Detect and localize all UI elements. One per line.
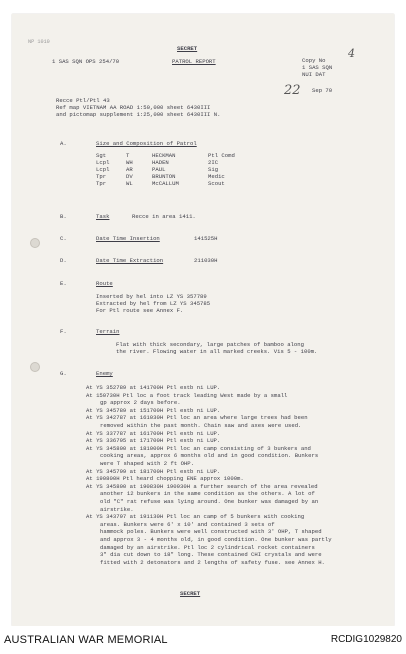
classification-footer: SECRET <box>180 590 201 597</box>
section-c-text: 141525H <box>194 235 218 242</box>
enemy-line: another 12 bunkers in the same condition as the others. A lot of <box>100 490 315 498</box>
composition-init: WH <box>126 159 133 166</box>
composition-role: Medic <box>208 173 225 180</box>
section-b-text: Recce in area 1411. <box>132 213 196 220</box>
enemy-line: airstrike. <box>100 505 134 513</box>
section-a-title: Size and Composition of Patrol <box>96 140 197 147</box>
ref-map-line-2: and pictomap supplement 1:25,000 sheet 6430III N. <box>56 111 221 118</box>
composition-role: 2IC <box>208 159 219 166</box>
enemy-line: were T shaped with 2 ft OHP. <box>100 460 194 467</box>
enemy-line: removed within the past month. Chain saw and axes were used. <box>100 422 302 429</box>
enemy-line: At YS 336795 at 171700H Ptl estb ni LUP. <box>86 437 221 445</box>
section-f-letter: F. <box>60 328 67 335</box>
enemy-line: At YS 352789 at 141700H Ptl estb ni LUP. <box>86 384 221 391</box>
location-right: NUI DAT <box>302 71 326 78</box>
section-c-title: Date Time Insertion <box>96 235 160 242</box>
section-g-title: Enemy <box>96 370 113 377</box>
composition-rank: Tpr <box>96 173 107 180</box>
route-line: Inserted by hel into LZ YS 357789 <box>96 293 207 300</box>
composition-name: McCALLUM <box>152 180 179 187</box>
section-d-letter: D. <box>60 257 67 264</box>
composition-role: Ptl Comd <box>208 152 235 159</box>
route-line: Extracted by hel from LZ YS 345785 <box>96 300 211 307</box>
enemy-line: old "C" rat refuse was lying around. One bunker was damaged by an <box>100 498 319 505</box>
composition-init: T <box>126 152 130 159</box>
enemy-line: At 150730H Ptl loc a foot track leading West made by a small <box>86 391 288 399</box>
archive-id: RCDIG1029820 <box>330 634 402 645</box>
composition-name: PAUL <box>152 166 166 173</box>
section-d-text: 211030H <box>194 257 218 264</box>
enemy-line: At YS 345800 at 190830H 190930H a further search of the area revealed <box>86 482 318 490</box>
punch-hole <box>30 238 40 248</box>
classification-header: SECRET <box>177 45 198 52</box>
composition-role: Scout <box>208 180 225 187</box>
enemy-line: areas. Bunkers were 6' x 10' and contained 3 sets of <box>100 520 275 528</box>
enemy-line: hammock poles. Bunkers were well constructed with 3' OHP, T shaped <box>100 528 322 536</box>
top-left-mark: NP 1010 <box>28 39 50 45</box>
composition-rank: Lcpl <box>96 159 110 166</box>
section-g-letter: G. <box>60 370 67 377</box>
punch-hole <box>30 362 40 372</box>
enemy-line: 3" dia cut down to 18" long. These contained CHI crystals and were <box>100 551 322 559</box>
terrain-line: the river. Flowing water in all marked creeks. Vis 5 - 100m. <box>116 348 318 355</box>
enemy-line: cooking areas, approx 6 months old and in good condition. Bunkers <box>100 452 319 460</box>
enemy-line: At YS 342787 at 161030H Ptl loc an area where large trees had been <box>86 414 308 422</box>
composition-rank: Lcpl <box>96 166 110 173</box>
composition-role: Sig <box>208 166 219 173</box>
enemy-line: and approx 3 - 4 months old, in good condition. One bunker was partly <box>100 536 332 543</box>
composition-init: DV <box>126 173 133 180</box>
unit-right: 1 SAS SQN <box>302 64 333 71</box>
ref-map-line-1: Ref map VIETNAM AA ROAD 1:50,000 sheet 6430III <box>56 104 211 111</box>
document-page <box>12 14 394 626</box>
enemy-line: At YS 345789 at 151700H Ptl estb ni LUP. <box>86 406 221 414</box>
unit-reference: 1 SAS SQN OPS 254/70 <box>52 58 120 65</box>
terrain-line: Flat with thick secondary, large patches of bamboo along <box>116 341 304 348</box>
date-handwritten: 22 <box>284 83 301 98</box>
archive-name: AUSTRALIAN WAR MEMORIAL <box>4 634 168 646</box>
enemy-line: gp approx 2 days before. <box>100 399 181 407</box>
recce-line: Recce Ptl/Ptl 43 <box>56 97 110 104</box>
section-f-title: Terrain <box>96 328 120 335</box>
archive-footer <box>0 626 406 654</box>
composition-name: BRUNTON <box>152 173 176 180</box>
enemy-line: At YS 337787 at 161700H Ptl estb ni LUP. <box>86 429 221 437</box>
section-b-letter: B. <box>60 213 67 220</box>
section-a-letter: A. <box>60 140 67 147</box>
composition-name: HECKMAN <box>152 152 176 159</box>
composition-init: AR <box>126 166 133 173</box>
route-line: For Ptl route see Annex F. <box>96 307 184 314</box>
date-month: Sep 70 <box>312 87 333 94</box>
copy-number: 4 <box>348 47 355 60</box>
section-d-title: Date Time Extraction <box>96 257 164 264</box>
composition-init: WL <box>126 180 133 187</box>
section-e-title: Route <box>96 280 113 287</box>
copy-label: Copy No <box>302 57 326 64</box>
enemy-line: fitted with 2 detonators and 2 lengths of safety fuse. see Annex H. <box>100 558 325 566</box>
enemy-line: At 190800H Ptl heard chopping ENE approx 1000m. <box>86 475 244 483</box>
enemy-line: At YS 345799 at 181700H Ptl estb ni LUP. <box>86 467 221 475</box>
document-title: PATROL REPORT <box>172 58 216 65</box>
enemy-line: At YS 345800 at 181000H Ptl loc an camp consisting of 3 bunkers and <box>86 444 311 452</box>
section-c-letter: C. <box>60 235 67 242</box>
composition-rank: Tpr <box>96 180 107 187</box>
section-e-letter: E. <box>60 280 67 287</box>
enemy-line: At YS 343797 at 191130H Ptl loc an camp of 5 bunkers with cooking <box>86 513 305 521</box>
composition-name: HADEN <box>152 159 169 166</box>
composition-rank: Sgt <box>96 152 107 159</box>
enemy-line: damaged by an airstrike. Ptl loc 2 cylindrical rocket containers <box>100 543 315 551</box>
section-b-title: Task <box>96 213 110 220</box>
